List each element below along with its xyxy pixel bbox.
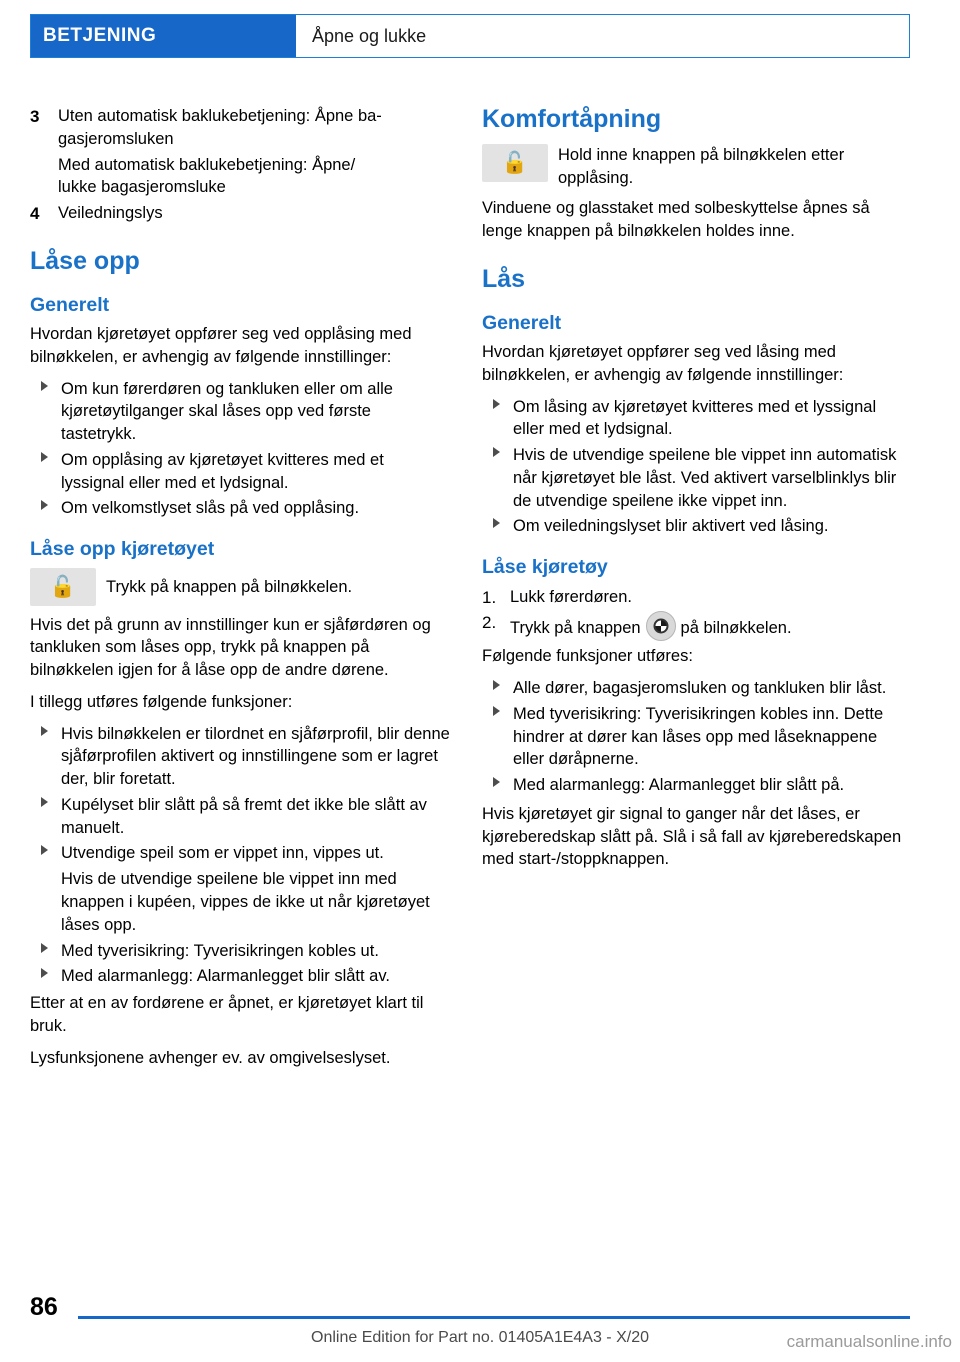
list-item [30,940,450,963]
list-item [30,378,450,446]
key-instruction-text: Trykk på knappen på bilnøkkelen. [106,577,353,596]
list-item [30,497,450,520]
paragraph-vinduene: Vinduene og glasstaket med solbeskyttelse åpnes så lenge knappen på bilnøkkelen holdes inne. [482,199,870,241]
list-item [30,154,450,200]
lock-open-key-icon [30,568,96,606]
paragraph-hvis-signal: Hvis kjøretøyet gir signal to ganger når det låses, er kjøreberedskap slått på. Slå i så fall av kjøreberedskapen med start-/stoppknappen. [482,804,902,869]
list-item-text: Hvis de utvendige speilene ble vippet inn automatisk når kjøretøyet ble låst. Ved aktivert varselblinklys blir de utvendige speilene ikke vippet inn. [513,446,897,510]
list-item-number: 4 [30,204,40,224]
footer-edition-text: Online Edition for Part no. 01405A1E4A3 - X/20 [311,1329,649,1346]
heading-lase-opp-kjoretoyet: Låse opp kjøretøyet [30,538,215,561]
triangle-bullet-icon [493,399,500,409]
list-item-text: Om veiledningslyset blir aktivert ved låsing. [513,517,829,536]
bullet-list-funksjoner-left [30,723,450,866]
list-item-text: Med alarmanlegg: Alarmanlegget blir slått av. [61,967,390,986]
bullet-list-generelt-right [482,396,902,539]
triangle-bullet-icon [41,943,48,953]
list-item [482,611,902,641]
triangle-bullet-icon [493,680,500,690]
heading-generelt-left: Generelt [30,293,110,316]
triangle-bullet-icon [41,381,48,391]
paragraph-generelt-left: Hvordan kjøretøyet oppfører seg ved opplåsing med bilnøkkelen, er avhengig av følgende innstillinger: [30,325,412,366]
list-item [30,202,450,225]
lock-open-glyph: 🔓 [501,151,529,175]
page-header [30,14,910,58]
page-number: 86 [30,1293,58,1321]
list-item-text: Veiledningslys [58,204,163,223]
list-item [30,842,450,865]
key-instruction-text: Hold inne knappen på bilnøkkelen etter opplåsing. [558,145,845,187]
heading-lase-kjoretoy: Låse kjøretøy [482,556,608,579]
paragraph-generelt-right: Hvordan kjøretøyet oppfører seg ved låsing med bilnøkkelen, er avhengig av følgende innstillinger: [482,342,844,384]
paragraph-hvis-det: Hvis det på grunn av innstillinger kun er sjåførdøren og tankluken som låses opp, trykk på knappen på bilnøkkelen igjen for å låse opp de andre dørene. [30,615,431,680]
heading-lase-opp: Låse opp [30,246,140,275]
list-item [482,586,902,609]
step-text: Trykk på knappen på bilnøkkelen. [510,619,792,637]
list-item [482,703,902,771]
bullet-list-generelt-left [30,378,450,521]
paragraph-etter-at: Etter at en av fordørene er åpnet, er kjøretøyet klart til bruk. [30,994,424,1035]
triangle-bullet-icon [41,726,48,736]
triangle-bullet-icon [41,845,48,855]
header-topic-label: Åpne og lukke [296,15,909,57]
footer-divider [78,1316,910,1319]
list-item-text: Uten automatisk baklukebetjening: Åpne ba- gasjeromsluken [58,107,382,148]
list-item [482,396,902,442]
list-item-text: Med tyverisikring: Tyverisikringen kobles inn. Dette hindrer at dører kan låses opp med låseknappene eller døråpnerne. [513,704,884,769]
triangle-bullet-icon [41,797,48,807]
triangle-bullet-icon [493,777,500,787]
triangle-bullet-icon [41,500,48,510]
key-button-instruction-right [482,144,902,190]
list-item [482,774,902,797]
list-item [482,677,902,700]
key-button-instruction-left [30,568,450,606]
paragraph-speil-note: Hvis de utvendige speilene ble vippet inn med knappen i kupéen, vippes de ikke ut når kjøretøyet låses opp. [61,870,430,934]
right-column [482,105,902,873]
list-item [30,965,450,988]
watermark-text: carmanualsonline.info [786,1332,952,1351]
heading-komfortapning: Komfortåpning [482,105,662,133]
bullet-list-funksjoner-right [482,677,902,797]
list-item-text: Hvis bilnøkkelen er tilordnet en sjåførprofil, blir denne sjåførprofilen aktivert og innstillingene som er lagret der, blir foretatt. [61,724,450,789]
paragraph-lysfunksjoner: Lysfunksjonene avhenger ev. av omgivelseslyset. [30,1048,391,1067]
list-item [30,723,450,791]
list-item-text: Om opplåsing av kjøretøyet kvitteres med et lyssignal eller med et lydsignal. [61,450,384,492]
triangle-bullet-icon [41,968,48,978]
numbered-steps-lase-kjoretoy [482,586,902,642]
triangle-bullet-icon [493,706,500,716]
list-item-text: Utvendige speil som er vippet inn, vippes ut. [61,844,384,863]
list-item-number: 3 [30,107,40,126]
list-item-text: Kupélyset blir slått på så fremt det ikke ble slått av manuelt. [61,795,427,837]
step-number: 2. [482,613,497,633]
header-section-label: BETJENING [31,15,296,57]
list-item-text: Med tyverisikring: Tyverisikringen kobles ut. [61,941,379,960]
list-item-text: Om kun førerdøren og tankluken eller om alle kjøretøytilganger skal låses opp ved første tastetrykk. [61,379,393,444]
heading-generelt-right: Generelt [482,311,562,334]
left-column [30,105,450,1071]
lock-open-key-icon [482,144,548,182]
list-item [30,794,450,840]
step-number: 1. [482,587,497,607]
list-item [30,105,450,151]
list-item [30,449,450,495]
paragraph-i-tillegg: I tillegg utføres følgende funksjoner: [30,692,293,711]
list-item-text: Med alarmanlegg: Alarmanlegget blir slått på. [513,776,845,795]
continued-numbered-list [30,105,450,225]
step-text: Lukk førerdøren. [510,587,632,606]
triangle-bullet-icon [493,447,500,457]
list-item-text: Om velkomstlyset slås på ved opplåsing. [61,499,360,518]
paragraph-folgende: Følgende funksjoner utføres: [482,647,693,666]
list-item-text: Med automatisk baklukebetjening: Åpne/ lukke bagasjeromsluke [58,155,356,197]
list-item [482,444,902,512]
bullet-list-funksjoner-left-2 [30,940,450,989]
bmw-roundel-button-icon [646,611,676,641]
lock-open-glyph: 🔓 [49,575,77,599]
list-item [482,515,902,538]
triangle-bullet-icon [493,518,500,528]
list-item-text: Alle dører, bagasjeromsluken og tankluken blir låst. [513,679,887,698]
heading-las: Lås [482,264,526,293]
triangle-bullet-icon [41,452,48,462]
list-item-text: Om låsing av kjøretøyet kvitteres med et lyssignal eller med et lydsignal. [513,397,877,439]
